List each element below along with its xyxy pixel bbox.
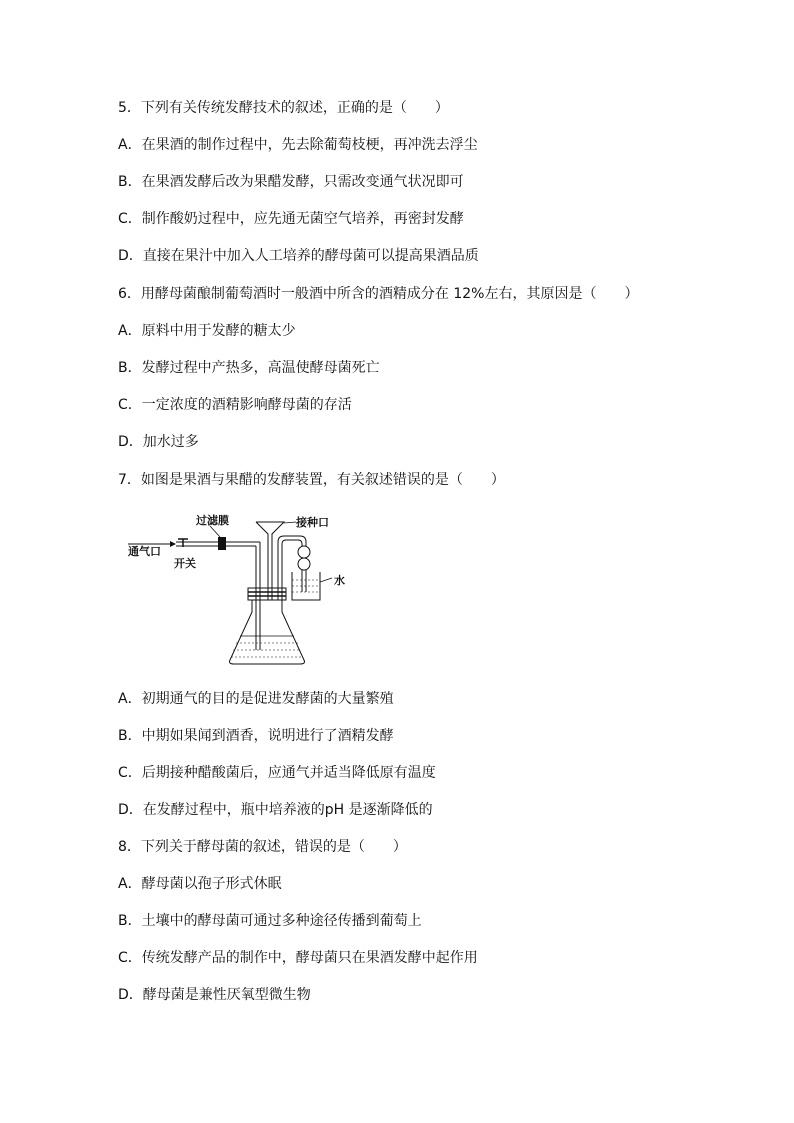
water-beaker [292,572,332,600]
question-6-option-a: A．原料中用于发酵的糖太少 [118,323,296,339]
question-6-option-b: B．发酵过程中产热多，高温使酵母菌死亡 [118,360,380,376]
question-7-option-d: D．在发酵过程中，瓶中培养液的pH 是逐渐降低的 [118,802,433,818]
question-8-option-b: B．土壤中的酵母菌可通过多种途径传播到葡萄上 [118,913,422,929]
question-5-option-d: D．直接在果汁中加入人工培养的酵母菌可以提高果酒品质 [118,248,479,264]
question-8-option-c: C．传统发酵产品的制作中，酵母菌只在果酒发酵中起作用 [118,950,478,966]
label-switch: 开关 [174,557,196,570]
question-6-stem: 6．用酵母菌酿制葡萄酒时一般酒中所含的酒精成分在 12%左右，其原因是（ ） [118,286,639,302]
question-5-option-b: B．在果酒发酵后改为果醋发酵，只需改变通气状况即可 [118,174,464,190]
filter-membrane [218,537,226,550]
label-air-inlet: 通气口 [128,545,161,558]
question-7-option-a: A．初期通气的目的是促进发酵菌的大量繁殖 [118,691,394,707]
question-6-option-d: D．加水过多 [118,434,199,450]
outlet-tube [278,536,310,600]
label-inoculation-port: 接种口 [296,516,329,529]
fermentation-apparatus-figure [124,512,364,668]
conical-flask [230,600,305,664]
label-water: 水 [334,574,345,587]
question-8-option-d: D．酵母菌是兼性厌氧型微生物 [118,987,311,1003]
flask-stopper [248,588,286,600]
question-5-stem: 5．下列有关传统发酵技术的叙述，正确的是（ ） [118,100,449,116]
question-5-option-a: A．在果酒的制作过程中，先去除葡萄枝梗，再冲洗去浮尘 [118,137,478,153]
question-7-option-c: C．后期接种醋酸菌后，应通气并适当降低原有温度 [118,765,436,781]
label-filter-membrane: 过滤膜 [196,514,229,527]
question-7-option-b: B．中期如果闻到酒香，说明进行了酒精发酵 [118,728,394,744]
question-5-option-c: C．制作酸奶过程中，应先通无菌空气培养，再密封发酵 [118,211,464,227]
question-7-stem: 7．如图是果酒与果醋的发酵装置，有关叙述错误的是（ ） [118,472,505,488]
question-8-option-a: A．酵母菌以孢子形式休眠 [118,876,282,892]
question-6-option-c: C．一定浓度的酒精影响酵母菌的存活 [118,397,352,413]
question-8-stem: 8．下列关于酵母菌的叙述，错误的是（ ） [118,839,407,855]
